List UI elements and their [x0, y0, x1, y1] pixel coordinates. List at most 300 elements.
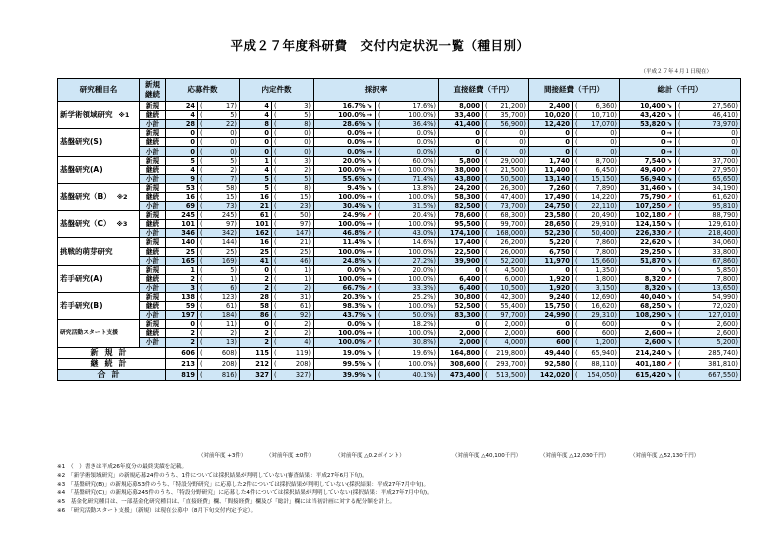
total-previous: [676, 320, 741, 329]
rate-previous-value: 71.4%: [412, 174, 434, 183]
row-type-label: 小計: [140, 202, 166, 211]
total-current: 401,180↗: [620, 358, 676, 369]
paren-close: ): [523, 183, 526, 192]
total-row: [58, 347, 741, 358]
paren-open: (: [200, 183, 203, 192]
applications-previous-value: 58: [226, 183, 235, 192]
total-previous-value: 127,010: [708, 311, 736, 320]
rate-current: 100.0%↗: [314, 338, 376, 347]
indirect-previous-value: 7,860: [595, 238, 615, 247]
paren-close: ): [735, 138, 738, 147]
total-current: 8,320↗: [620, 274, 676, 283]
direct-previous-value: 6,000: [504, 274, 524, 283]
rate-trend-icon: →: [366, 147, 372, 156]
indirect-current: 0: [529, 138, 573, 147]
indirect-previous: [573, 102, 620, 111]
paren-close: ): [735, 174, 738, 183]
paren-open: (: [485, 229, 488, 238]
total-current: 31,460↘: [620, 183, 676, 192]
rate-previous: [376, 183, 439, 192]
paren-open: (: [378, 202, 381, 211]
paren-open: (: [378, 293, 381, 302]
category-name: [58, 211, 140, 238]
direct-previous: [483, 292, 529, 301]
category-label: 若手研究(A): [60, 273, 103, 283]
paren-close: ): [614, 156, 617, 165]
applications-previous-value: 342: [221, 229, 235, 238]
paren-open: (: [378, 102, 381, 111]
paren-open: (: [274, 211, 277, 220]
indirect-previous: [573, 120, 620, 129]
paren-open: (: [678, 274, 681, 283]
applications-previous: [198, 358, 240, 369]
direct-previous: [483, 138, 529, 147]
paren-close: ): [735, 274, 738, 283]
paren-open: (: [378, 247, 381, 256]
total-previous-value: 0: [731, 147, 736, 156]
as-of-date: （平成２７年４月１日現在）: [640, 69, 712, 75]
total-previous-value: 27,560: [712, 102, 736, 111]
applications-previous-value: 0: [230, 147, 235, 156]
indirect-current: 24,750: [529, 202, 573, 211]
paren-open: (: [274, 283, 277, 292]
total-current: 75,790↗: [620, 192, 676, 201]
adopted-current: 8: [240, 120, 272, 129]
paren-close: ): [234, 256, 237, 265]
direct-previous: [483, 102, 529, 111]
rate-previous: [376, 247, 439, 256]
rate-current: 19.0%↘: [314, 347, 376, 358]
indirect-current: 0: [529, 265, 573, 274]
adopted-previous-value: 25: [300, 247, 309, 256]
paren-close: ): [523, 147, 526, 156]
rate-current: 100.0%→: [314, 329, 376, 338]
total-trend-icon: ↘: [666, 156, 672, 165]
total-current: 2,600↘: [620, 338, 676, 347]
paren-open: (: [575, 302, 578, 311]
paren-close: ): [614, 120, 617, 129]
adopted-previous: [272, 183, 314, 192]
paren-close: ): [735, 311, 738, 320]
paren-open: (: [378, 359, 381, 368]
direct-previous: [483, 283, 529, 292]
total-previous-value: 129,610: [708, 220, 736, 229]
paren-close: ): [234, 156, 237, 165]
indirect-current: 6,750: [529, 247, 573, 256]
adopted-previous-value: 97: [300, 220, 309, 229]
total-current: 51,870↘: [620, 256, 676, 265]
adopted-previous: [272, 120, 314, 129]
paren-close: ): [735, 283, 738, 292]
table-row: [58, 283, 741, 292]
indirect-previous-value: 12,690: [591, 293, 615, 302]
paren-close: ): [523, 370, 526, 379]
paren-open: (: [485, 147, 488, 156]
paren-open: (: [200, 192, 203, 201]
row-type-label: 継続: [140, 138, 166, 147]
direct-previous: [483, 347, 529, 358]
direct-previous-value: 219,800: [496, 348, 524, 357]
paren-open: (: [200, 211, 203, 220]
paren-close: ): [433, 302, 436, 311]
total-current: 0↘: [620, 265, 676, 274]
paren-open: (: [485, 102, 488, 111]
category-label: 基盤研究(A): [60, 164, 103, 174]
indirect-current: 52,230: [529, 229, 573, 238]
category-name: [58, 292, 140, 319]
paren-close: ): [234, 202, 237, 211]
table-row: [58, 147, 741, 156]
rate-previous: [376, 192, 439, 201]
adopted-current: 327: [240, 369, 272, 380]
rate-previous: [376, 165, 439, 174]
applications-previous: [198, 129, 240, 138]
table-row: [58, 211, 741, 220]
indirect-current: 0: [529, 320, 573, 329]
indirect-current: 11,400: [529, 165, 573, 174]
rate-current: 100.0%→: [314, 247, 376, 256]
total-previous-value: 37,700: [712, 156, 736, 165]
paren-close: ): [614, 165, 617, 174]
adopted-previous: [272, 129, 314, 138]
paren-open: (: [378, 183, 381, 192]
direct-current: 95,500: [439, 220, 483, 229]
row-type-label: 新規: [140, 320, 166, 329]
paren-close: ): [735, 238, 738, 247]
applications-previous-value: 144: [221, 238, 235, 247]
header-row: [58, 79, 741, 102]
paren-close: ): [523, 229, 526, 238]
paren-close: ): [614, 348, 617, 357]
paren-close: ): [614, 211, 617, 220]
category-note-mark: ※2: [116, 192, 128, 201]
applications-previous: [198, 183, 240, 192]
row-type-label: 継続: [140, 302, 166, 311]
direct-previous: [483, 338, 529, 347]
indirect-previous-value: 1,350: [595, 265, 615, 274]
direct-previous-value: 56,900: [500, 120, 524, 129]
total-current: 0→: [620, 138, 676, 147]
indirect-current: 0: [529, 147, 573, 156]
rate-trend-icon: ↘: [366, 265, 372, 274]
row-type-label: 新規: [140, 183, 166, 192]
direct-current: 0: [439, 129, 483, 138]
applications-current: 5: [166, 156, 198, 165]
adopted-previous-value: 92: [300, 311, 309, 320]
paren-open: (: [200, 265, 203, 274]
paren-close: ): [523, 211, 526, 220]
total-previous: [676, 183, 741, 192]
rate-previous: [376, 320, 439, 329]
applications-previous-value: 184: [221, 311, 235, 320]
paren-open: (: [274, 238, 277, 247]
total-previous: [676, 329, 741, 338]
paren-open: (: [678, 247, 681, 256]
indirect-previous-value: 7,800: [595, 247, 615, 256]
rate-previous: [376, 369, 439, 380]
paren-close: ): [234, 293, 237, 302]
paren-close: ): [735, 348, 738, 357]
table-row: [58, 265, 741, 274]
paren-close: ): [234, 238, 237, 247]
paren-close: ): [433, 338, 436, 347]
paren-close: ): [523, 174, 526, 183]
paren-open: (: [678, 220, 681, 229]
direct-current: 38,000: [439, 165, 483, 174]
rate-trend-icon: ↘: [366, 348, 372, 357]
paren-open: (: [274, 311, 277, 320]
rate-previous-value: 100.0%: [408, 220, 434, 229]
total-previous: [676, 247, 741, 256]
total-trend-icon: ↘: [666, 283, 672, 292]
paren-open: (: [378, 283, 381, 292]
adopted-previous: [272, 156, 314, 165]
indirect-previous: [573, 174, 620, 183]
applications-current: 213: [166, 358, 198, 369]
total-current: 226,330↗: [620, 229, 676, 238]
adopted-current: 58: [240, 302, 272, 311]
rate-previous-value: 20.0%: [412, 265, 434, 274]
paren-open: (: [485, 348, 488, 357]
adopted-previous: [272, 174, 314, 183]
rate-trend-icon: →: [366, 220, 372, 229]
footnote-item: ※6 「研究活動スタート支援」（新規）は現在公募中（8月下旬交付内定予定）。: [57, 507, 257, 514]
direct-previous: [483, 174, 529, 183]
paren-close: ): [308, 370, 311, 379]
rate-previous: [376, 338, 439, 347]
paren-open: (: [575, 338, 578, 347]
total-previous-value: 54,990: [712, 293, 736, 302]
adopted-current: 2: [240, 329, 272, 338]
footnote-item: ※5 基金化研究種目は、一部基金化研究種目は、「直接経費」欄、「間接経費」欄及び「総計」欄には当初計画に対する配分額を計上。: [57, 499, 396, 506]
paren-close: ): [614, 283, 617, 292]
rate-trend-icon: →: [366, 165, 372, 174]
indirect-current: 1,920: [529, 283, 573, 292]
total-trend-icon: ↘: [666, 220, 672, 229]
indirect-current: 12,420: [529, 120, 573, 129]
applications-current: 101: [166, 220, 198, 229]
row-type-label: 継続: [140, 111, 166, 120]
adopted-current: 5: [240, 183, 272, 192]
adopted-previous: [272, 369, 314, 380]
rate-trend-icon: ↘: [366, 183, 372, 192]
paren-open: (: [485, 338, 488, 347]
paren-open: (: [200, 274, 203, 283]
adopted-current: 2: [240, 283, 272, 292]
total-previous-value: 88,790: [712, 211, 736, 220]
footnote-item: ※1 （ ）書きは平成26年度分の最終実績を記載。: [57, 464, 188, 470]
rate-current: 100.0%→: [314, 274, 376, 283]
paren-close: ): [735, 165, 738, 174]
adopted-previous: [272, 111, 314, 120]
total-label: 継続計: [58, 358, 166, 369]
indirect-previous-value: 1,200: [595, 338, 615, 347]
paren-open: (: [274, 220, 277, 229]
table-row: [58, 229, 741, 238]
total-previous-value: 65,650: [712, 174, 736, 183]
total-row: [58, 369, 741, 380]
direct-previous: [483, 165, 529, 174]
total-current: 43,420↘: [620, 111, 676, 120]
rate-current: 99.5%↘: [314, 358, 376, 369]
paren-open: (: [200, 147, 203, 156]
applications-previous-value: 17: [226, 102, 235, 111]
rate-current: 24.8%↘: [314, 256, 376, 265]
direct-current: 22,500: [439, 247, 483, 256]
row-type-label: 小計: [140, 311, 166, 320]
applications-previous-value: 73: [226, 202, 235, 211]
row-type-label: 新規: [140, 211, 166, 220]
indirect-current: 28,650: [529, 220, 573, 229]
comparison-rate: （対前年度 △0.2ポイント）: [335, 453, 405, 459]
paren-open: (: [485, 129, 488, 138]
total-label: 新規計: [58, 347, 166, 358]
paren-open: (: [575, 265, 578, 274]
row-type-label: 新規: [140, 156, 166, 165]
adopted-previous-value: 0: [304, 129, 309, 138]
total-previous-value: 33,800: [712, 247, 736, 256]
paren-open: (: [485, 202, 488, 211]
paren-close: ): [614, 311, 617, 320]
total-previous: [676, 369, 741, 380]
direct-previous-value: 0: [519, 129, 524, 138]
total-trend-icon: ↘: [666, 120, 672, 129]
adopted-previous: [272, 329, 314, 338]
paren-open: (: [274, 165, 277, 174]
adopted-previous-value: 15: [300, 192, 309, 201]
total-previous: [676, 202, 741, 211]
applications-current: 819: [166, 369, 198, 380]
paren-open: (: [678, 211, 681, 220]
indirect-current: 1,740: [529, 156, 573, 165]
rate-previous: [376, 329, 439, 338]
applications-previous-value: 15: [226, 192, 235, 201]
paren-open: (: [575, 120, 578, 129]
applications-current: 4: [166, 111, 198, 120]
rate-previous: [376, 283, 439, 292]
row-type-label: 小計: [140, 147, 166, 156]
applications-current: 69: [166, 202, 198, 211]
paren-close: ): [523, 138, 526, 147]
applications-previous-value: 123: [221, 293, 235, 302]
direct-current: 164,800: [439, 347, 483, 358]
rate-previous-value: 31.5%: [412, 202, 434, 211]
paren-open: (: [200, 129, 203, 138]
rate-current: 20.3%↘: [314, 292, 376, 301]
applications-previous: [198, 265, 240, 274]
paren-close: ): [234, 147, 237, 156]
paren-close: ): [735, 202, 738, 211]
row-type-label: 新規: [140, 265, 166, 274]
paren-close: ): [433, 102, 436, 111]
direct-current: 24,200: [439, 183, 483, 192]
grants-table: [57, 78, 741, 381]
indirect-previous-value: 154,050: [587, 370, 615, 379]
adopted-previous-value: 8: [304, 120, 309, 129]
paren-open: (: [274, 293, 277, 302]
indirect-previous-value: 22,110: [591, 202, 615, 211]
direct-previous-value: 73,700: [500, 202, 524, 211]
rate-current: 98.3%↘: [314, 302, 376, 311]
paren-close: ): [234, 102, 237, 111]
paren-open: (: [485, 265, 488, 274]
paren-close: ): [234, 174, 237, 183]
direct-current: 0: [439, 265, 483, 274]
direct-previous: [483, 192, 529, 201]
adopted-previous: [272, 347, 314, 358]
paren-close: ): [614, 338, 617, 347]
indirect-previous-value: 15,660: [591, 256, 615, 265]
paren-close: ): [234, 220, 237, 229]
paren-open: (: [678, 183, 681, 192]
row-type-label: 新規: [140, 102, 166, 111]
paren-close: ): [614, 359, 617, 368]
direct-previous: [483, 129, 529, 138]
direct-current: 17,400: [439, 238, 483, 247]
indirect-previous: [573, 211, 620, 220]
paren-close: ): [523, 220, 526, 229]
indirect-current: 2,400: [529, 102, 573, 111]
applications-previous-value: 169: [221, 256, 235, 265]
paren-close: ): [433, 283, 436, 292]
paren-close: ): [308, 202, 311, 211]
paren-open: (: [575, 211, 578, 220]
adopted-current: 28: [240, 292, 272, 301]
paren-open: (: [378, 370, 381, 379]
paren-close: ): [433, 247, 436, 256]
paren-open: (: [378, 265, 381, 274]
adopted-previous-value: 2: [304, 320, 309, 329]
paren-close: ): [523, 202, 526, 211]
direct-previous: [483, 311, 529, 320]
indirect-current: 9,240: [529, 292, 573, 301]
paren-open: (: [274, 359, 277, 368]
adopted-previous-value: 23: [300, 202, 309, 211]
adopted-previous: [272, 147, 314, 156]
adopted-current: 16: [240, 192, 272, 201]
total-previous-value: 5,850: [716, 265, 736, 274]
rate-current: 39.9%↘: [314, 369, 376, 380]
direct-current: 30,800: [439, 292, 483, 301]
total-previous: [676, 102, 741, 111]
total-previous: [676, 302, 741, 311]
total-current: 29,250↘: [620, 247, 676, 256]
category-label: 研究活動スタート支援: [60, 330, 118, 337]
paren-open: (: [678, 120, 681, 129]
applications-current: 245: [166, 211, 198, 220]
direct-previous: [483, 274, 529, 283]
adopted-previous-value: 3: [304, 102, 309, 111]
applications-current: 0: [166, 320, 198, 329]
paren-open: (: [200, 120, 203, 129]
paren-close: ): [433, 111, 436, 120]
table-row: [58, 220, 741, 229]
paren-open: (: [274, 102, 277, 111]
paren-close: ): [308, 229, 311, 238]
direct-previous: [483, 369, 529, 380]
paren-open: (: [678, 138, 681, 147]
adopted-previous: [272, 220, 314, 229]
adopted-current: 4: [240, 102, 272, 111]
applications-previous: [198, 138, 240, 147]
direct-previous: [483, 320, 529, 329]
total-previous-value: 218,400: [708, 229, 736, 238]
row-type-label: 小計: [140, 338, 166, 347]
direct-previous-value: 42,300: [500, 293, 524, 302]
adopted-previous-value: 5: [304, 174, 309, 183]
adopted-previous: [272, 102, 314, 111]
direct-current: 0: [439, 320, 483, 329]
